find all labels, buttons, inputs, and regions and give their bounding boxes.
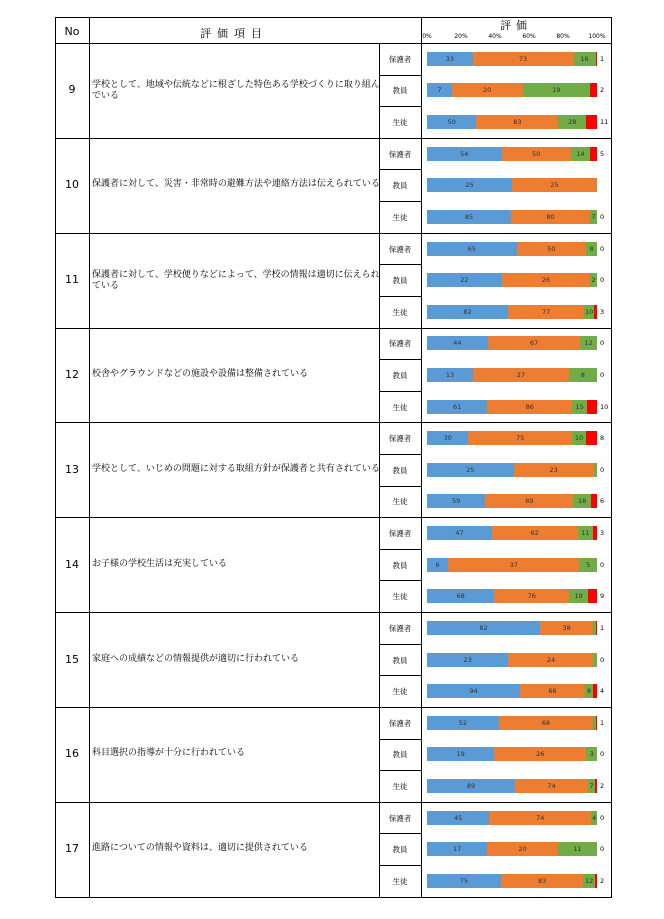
bar-value-label: 50 — [532, 149, 541, 158]
table-border-bottom — [55, 897, 612, 898]
group-row-divider — [379, 454, 421, 455]
bar-outside-label: 0 — [600, 655, 605, 664]
bar-outside-label: 2 — [600, 876, 605, 885]
bar-value-label: 68 — [541, 718, 550, 727]
group-row-divider — [379, 201, 421, 202]
group-label: 保護者 — [388, 339, 412, 349]
item-text: 家庭への成績などの情報提供が適切に行われている — [92, 653, 300, 664]
group-row-divider — [379, 833, 421, 834]
bar-value-label: 89 — [525, 497, 534, 506]
bar-value-label: 59 — [452, 497, 461, 506]
bar-value-label: 19 — [456, 750, 465, 759]
bar-segment — [596, 52, 597, 66]
bar-outside-label: 1 — [600, 54, 605, 63]
item-text: 保護者に対して、学校便りなどによって、学校の情報は適切に伝えられている — [92, 270, 380, 292]
axis-tick-label: 40% — [488, 33, 502, 40]
bar-value-label: 10 — [584, 307, 594, 316]
bar-segment — [596, 621, 597, 635]
bar-outside-label: 10 — [600, 402, 609, 411]
bar-outside-label: 8 — [600, 434, 605, 443]
bar-value-label: 76 — [527, 592, 536, 601]
bar-value-label: 54 — [460, 149, 469, 158]
bar-outside-label: 2 — [600, 86, 605, 95]
group-label: 保護者 — [388, 244, 412, 254]
item-divider — [55, 517, 611, 518]
group-row-divider — [379, 675, 421, 676]
item-text: 学校として、いじめの問題に対する取組方針が保護者と共有されている — [92, 463, 380, 474]
bar-value-label: 14 — [576, 149, 585, 158]
item-number: 16 — [65, 747, 79, 761]
bar-outside-label: 0 — [600, 212, 605, 221]
bar-value-label: 7 — [437, 86, 442, 95]
bar-value-label: 45 — [453, 813, 463, 822]
bar-value-label: 83 — [538, 876, 547, 885]
bar-value-label: 13 — [445, 370, 455, 379]
item-number: 17 — [65, 842, 79, 856]
bar-segment — [593, 653, 597, 667]
bar-value-label: 52 — [458, 718, 468, 727]
bar-value-label: 83 — [513, 118, 522, 127]
bar-value-label: 5 — [586, 560, 591, 569]
bar-value-label: 18 — [578, 497, 587, 506]
bar-segment — [594, 463, 597, 477]
item-text: 科目選択の指導が十分に行われている — [92, 748, 246, 759]
group-label: 保護者 — [388, 623, 412, 633]
bar-segment — [590, 147, 597, 161]
item-number: 12 — [65, 367, 79, 381]
bar-outside-label: 0 — [600, 370, 605, 379]
group-row-divider — [379, 770, 421, 771]
axis-tick-label: 100% — [588, 33, 606, 40]
bar-value-label: 2 — [591, 276, 596, 285]
bar-value-label: 82 — [463, 307, 472, 316]
group-row-divider — [379, 391, 421, 392]
bar-value-label: 19 — [574, 592, 583, 601]
bar-value-label: 8 — [587, 687, 592, 696]
bar-outside-label: 11 — [600, 118, 609, 127]
item-number: 10 — [65, 178, 79, 192]
bar-value-label: 89 — [466, 781, 476, 790]
item-text: 保護者に対して、災害・非常時の避難方法や連絡方法は伝えられている — [92, 179, 380, 190]
bar-value-label: 26 — [536, 750, 545, 759]
bar-segment — [593, 526, 597, 540]
bar-outside-label: 4 — [600, 687, 605, 696]
group-label: 生徒 — [392, 402, 408, 412]
bar-outside-label: 0 — [600, 339, 605, 348]
bar-outside-label: 6 — [600, 497, 605, 506]
bar-value-label: 4 — [592, 813, 597, 822]
group-label: 保護者 — [388, 54, 412, 64]
axis-tick-label: 0% — [422, 33, 432, 40]
bar-value-label: 11 — [573, 845, 582, 854]
bar-value-label: 17 — [452, 845, 462, 854]
group-label: 教員 — [392, 86, 408, 96]
group-row-divider — [379, 264, 421, 265]
bar-value-label: 27 — [516, 370, 525, 379]
table-border-top — [55, 17, 612, 18]
group-label: 教員 — [392, 181, 408, 191]
group-label: 教員 — [392, 750, 408, 760]
bar-segment — [590, 83, 597, 97]
group-label: 生徒 — [392, 212, 408, 222]
item-text: 校舎やグラウンドなどの施設や設備は整備されている — [92, 368, 309, 379]
axis-tick-label: 20% — [454, 33, 468, 40]
table-border-left — [55, 17, 56, 897]
group-row-divider — [379, 644, 421, 645]
item-divider — [55, 612, 611, 613]
group-label: 生徒 — [392, 781, 408, 791]
bar-outside-label: 9 — [600, 592, 605, 601]
group-row-divider — [379, 106, 421, 107]
item-divider — [55, 138, 611, 139]
item-number: 13 — [65, 462, 79, 476]
bar-value-label: 38 — [562, 623, 571, 632]
group-row-divider — [379, 75, 421, 76]
bar-value-label: 68 — [456, 592, 465, 601]
bar-value-label: 85 — [464, 212, 474, 221]
bar-segment — [587, 400, 597, 414]
bar-value-label: 50 — [547, 244, 556, 253]
bar-value-label: 73 — [518, 54, 528, 63]
group-label: 生徒 — [392, 876, 408, 886]
bar-value-label: 62 — [530, 529, 539, 538]
item-divider — [55, 707, 611, 708]
axis-tick-label: 60% — [522, 33, 536, 40]
bar-value-label: 50 — [447, 118, 456, 127]
bar-value-label: 33 — [445, 54, 454, 63]
bar-value-label: 11 — [581, 529, 590, 538]
item-number: 9 — [68, 83, 76, 97]
bar-value-label: 25 — [465, 181, 474, 190]
bar-value-label: 75 — [516, 434, 525, 443]
group-label: 保護者 — [388, 718, 412, 728]
bar-value-label: 6 — [435, 560, 440, 569]
bar-outside-label: 1 — [600, 718, 605, 727]
group-label: 保護者 — [388, 529, 412, 539]
group-row-divider — [379, 296, 421, 297]
bar-segment — [595, 874, 597, 888]
bar-value-label: 16 — [580, 54, 589, 63]
group-label: 生徒 — [392, 497, 408, 507]
bar-outside-label: 5 — [600, 149, 605, 158]
bar-segment — [593, 684, 597, 698]
item-number: 15 — [65, 652, 79, 666]
bar-outside-label: 0 — [600, 276, 605, 285]
bar-value-label: 37 — [509, 560, 518, 569]
group-label: 生徒 — [392, 307, 408, 317]
header-item: 評価項目 — [200, 27, 268, 40]
bar-value-label: 47 — [455, 529, 464, 538]
group-label: 教員 — [392, 655, 408, 665]
bar-value-label: 65 — [467, 244, 477, 253]
bar-value-label: 10 — [574, 434, 584, 443]
bar-value-label: 12 — [584, 339, 593, 348]
bar-value-label: 86 — [525, 402, 534, 411]
bar-segment — [594, 305, 597, 319]
group-row-divider — [379, 169, 421, 170]
column-divider-eval — [421, 17, 422, 897]
bar-value-label: 44 — [453, 339, 462, 348]
bar-outside-label: 1 — [600, 623, 605, 632]
bar-value-label: 80 — [546, 212, 555, 221]
bar-outside-label: 0 — [600, 750, 605, 759]
item-text: 進路についての情報や資料は、適切に提供されている — [92, 843, 308, 854]
group-row-divider — [379, 580, 421, 581]
bar-value-label: 24 — [546, 655, 556, 664]
bar-value-label: 8 — [589, 244, 594, 253]
group-label: 教員 — [392, 560, 408, 570]
header-divider — [55, 43, 611, 44]
bar-value-label: 23 — [463, 655, 472, 664]
bar-value-label: 23 — [549, 465, 558, 474]
item-divider — [55, 328, 611, 329]
bar-value-label: 20 — [518, 845, 527, 854]
group-label: 教員 — [392, 465, 408, 475]
bar-value-label: 75 — [459, 876, 469, 885]
bar-segment — [591, 494, 597, 508]
group-row-divider — [379, 739, 421, 740]
item-number: 14 — [65, 557, 79, 571]
bar-value-label: 25 — [550, 181, 559, 190]
bar-segment — [586, 115, 597, 129]
group-label: 保護者 — [388, 813, 412, 823]
header-no: No — [64, 25, 80, 38]
item-divider — [55, 422, 611, 423]
header-eval: 評価 — [500, 19, 532, 32]
group-label: 保護者 — [388, 149, 412, 159]
item-number: 11 — [65, 273, 79, 287]
bar-value-label: 30 — [443, 434, 452, 443]
group-label: 生徒 — [392, 592, 408, 602]
bar-value-label: 19 — [552, 86, 561, 95]
group-row-divider — [379, 359, 421, 360]
bar-value-label: 28 — [568, 118, 577, 127]
bar-outside-label: 2 — [600, 781, 605, 790]
group-label: 教員 — [392, 370, 408, 380]
bar-value-label: 20 — [483, 86, 492, 95]
bar-value-label: 82 — [479, 623, 488, 632]
bar-value-label: 66 — [548, 687, 557, 696]
bar-value-label: 61 — [453, 402, 462, 411]
item-divider — [55, 802, 611, 803]
bar-value-label: 74 — [536, 813, 545, 822]
group-label: 教員 — [392, 276, 408, 286]
bar-segment — [588, 589, 597, 603]
column-divider-no — [89, 17, 90, 897]
group-row-divider — [379, 865, 421, 866]
bar-outside-label: 0 — [600, 845, 605, 854]
bar-value-label: 12 — [584, 876, 594, 885]
group-label: 生徒 — [392, 118, 408, 128]
bar-value-label: 7 — [589, 781, 594, 790]
item-divider — [55, 233, 611, 234]
bar-segment — [596, 716, 597, 730]
bar-segment — [595, 779, 597, 793]
bar-value-label: 77 — [541, 307, 551, 316]
bar-segment — [586, 431, 597, 445]
bar-outside-label: 0 — [600, 560, 605, 569]
bar-outside-label: 0 — [600, 465, 605, 474]
group-label: 生徒 — [392, 687, 408, 697]
item-text: 学校として、地域や伝統などに根ざした特色ある学校づくりに取り組んでいる — [92, 80, 380, 102]
group-row-divider — [379, 486, 421, 487]
bar-value-label: 3 — [589, 750, 594, 759]
bar-outside-label: 3 — [600, 307, 605, 316]
group-row-divider — [379, 549, 421, 550]
axis-tick-label: 80% — [556, 33, 570, 40]
bar-value-label: 26 — [541, 276, 551, 285]
bar-value-label: 15 — [575, 402, 584, 411]
bar-value-label: 94 — [469, 687, 478, 696]
bar-outside-label: 3 — [600, 529, 605, 538]
bar-value-label: 74 — [547, 781, 556, 790]
bar-value-label: 7 — [591, 212, 596, 221]
bar-value-label: 22 — [460, 276, 469, 285]
bar-outside-label: 0 — [600, 244, 605, 253]
group-label: 保護者 — [388, 434, 412, 444]
bar-outside-label: 0 — [600, 813, 605, 822]
bar-value-label: 8 — [580, 370, 585, 379]
item-text: お子様の学校生活は充実している — [92, 558, 228, 569]
bar-value-label: 25 — [466, 465, 475, 474]
group-label: 教員 — [392, 845, 408, 855]
bar-value-label: 67 — [529, 339, 539, 348]
table-border-right — [611, 17, 612, 897]
